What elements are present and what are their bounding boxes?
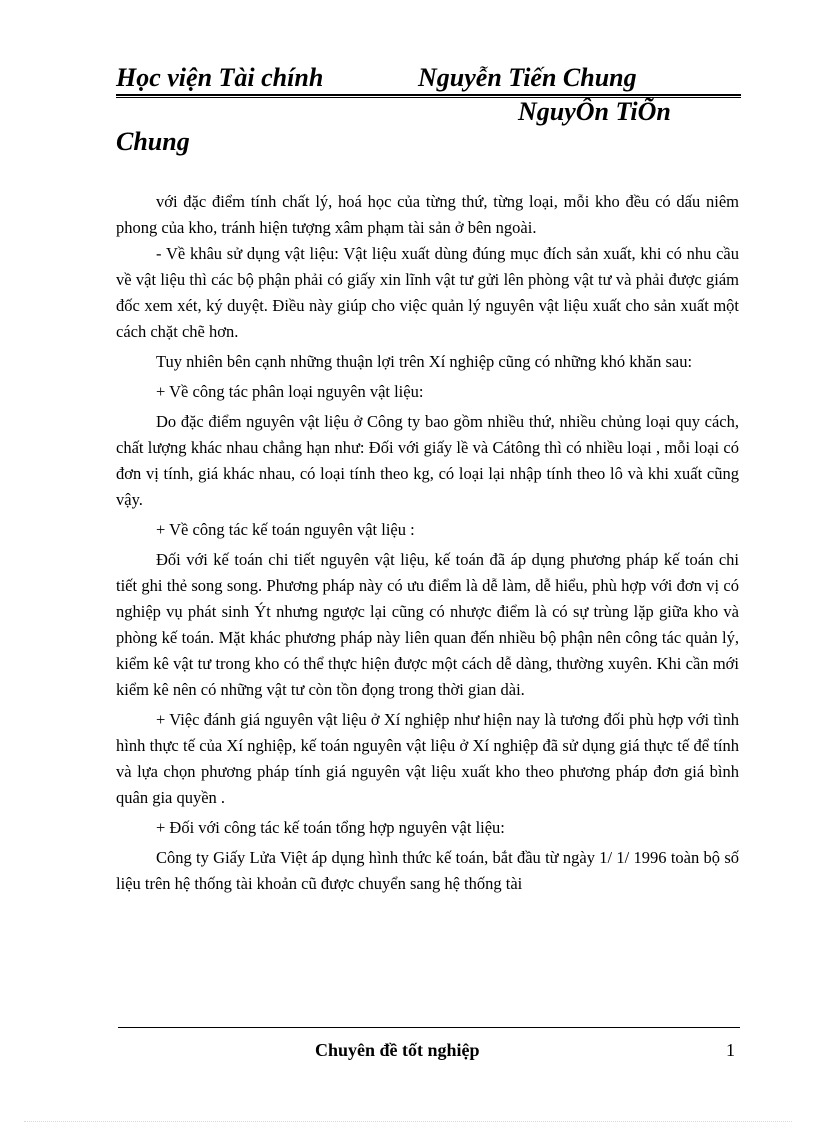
paragraph: với đặc điểm tính chất lý, hoá học của từng thứ, từng loại, mỗi kho đều có dấu niêm phong của kho, tránh hiện tượng xâm phạm tài sản ở bên ngoài. bbox=[116, 192, 739, 237]
footer-rule bbox=[118, 1027, 740, 1028]
paragraph: Công ty Giấy Lửa Việt áp dụng hình thức kế toán, bắt đầu từ ngày 1/ 1/ 1996 toàn bộ số liệu trên hệ thống tài khoản cũ được chuyển sang hệ thống tài bbox=[116, 848, 739, 893]
footer-title: Chuyên đề tốt nghiệp bbox=[315, 1040, 480, 1060]
paragraph: + Việc đánh giá nguyên vật liệu ở Xí nghiệp như hiện nay là tương đối phù hợp với tình hình thực tế của Xí nghiệp, kế toán nguyên vật liệu ở Xí nghiệp đã sử dụng giá thực tế để tính và lựa chọn phương pháp tính giá nguyên vật liệu xuất kho theo phương pháp đơn giá bình quân gia quyền . bbox=[116, 710, 739, 807]
paragraph: Tuy nhiên bên cạnh những thuận lợi trên Xí nghiệp cũng có những khó khăn sau: bbox=[156, 352, 693, 371]
page-number: 1 bbox=[726, 1040, 735, 1060]
school-name: Học viện Tài chính bbox=[116, 63, 324, 92]
paragraph: - Về khâu sử dụng vật liệu: Vật liệu xuất dùng đúng mục đích sản xuất, khi có nhu cầu về vật liệu thì các bộ phận phải có giấy xin lĩnh vật tư gửi lên phòng vật tư và phải được giám đốc xem xét, ký duyệt. Điều này giúp cho việc quản lý nguyên vật liệu xuất cho sản xuất một cách chặt chẽ hơn. bbox=[116, 244, 739, 341]
paragraph: + Về công tác phân loại nguyên vật liệu: bbox=[156, 382, 424, 401]
paragraph: + Đối với công tác kế toán tổng hợp nguyên vật liệu: bbox=[156, 818, 505, 837]
author-name-garbled-continued: Chung bbox=[116, 127, 190, 156]
document-body bbox=[116, 189, 739, 897]
header-line bbox=[116, 62, 741, 96]
paragraph: + Về công tác kế toán nguyên vật liệu : bbox=[156, 520, 415, 539]
page-edge-dots bbox=[24, 1121, 792, 1122]
author-name: Nguyễn Tiến Chung bbox=[418, 63, 637, 92]
author-name-garbled: NguyÔn TiÕn bbox=[518, 97, 671, 126]
paragraph: Đối với kế toán chi tiết nguyên vật liệu, kế toán đã áp dụng phương pháp kế toán chi tiết ghi thẻ song song. Phương pháp này có ưu điểm là dễ làm, dễ hiểu, phù hợp với đơn vị có nghiệp vụ phát sinh Ýt nhưng ngược lại cũng có nhược điểm là có sự trùng lặp giữa kho và phòng kế toán. Mặt khác phương pháp này liên quan đến nhiều bộ phận nên công tác quản lý, kiểm kê vật tư trong kho có thể thực hiện được một cách dễ dàng, thường xuyên. Khi cần mới kiểm kê nên có những vật tư còn tồn đọng trong thời gian dài. bbox=[116, 550, 739, 699]
paragraph: Do đặc điểm nguyên vật liệu ở Công ty bao gồm nhiều thứ, nhiều chủng loại quy cách, chất lượng khác nhau chẳng hạn như: Đối với giấy lề và Cátông thì có nhiều loại , mỗi loại có đơn vị tính, giá khác nhau, có loại tính theo kg, có loại lại nhập tính theo lô và khi xuất cũng vậy. bbox=[116, 412, 739, 509]
page-header bbox=[116, 62, 741, 156]
